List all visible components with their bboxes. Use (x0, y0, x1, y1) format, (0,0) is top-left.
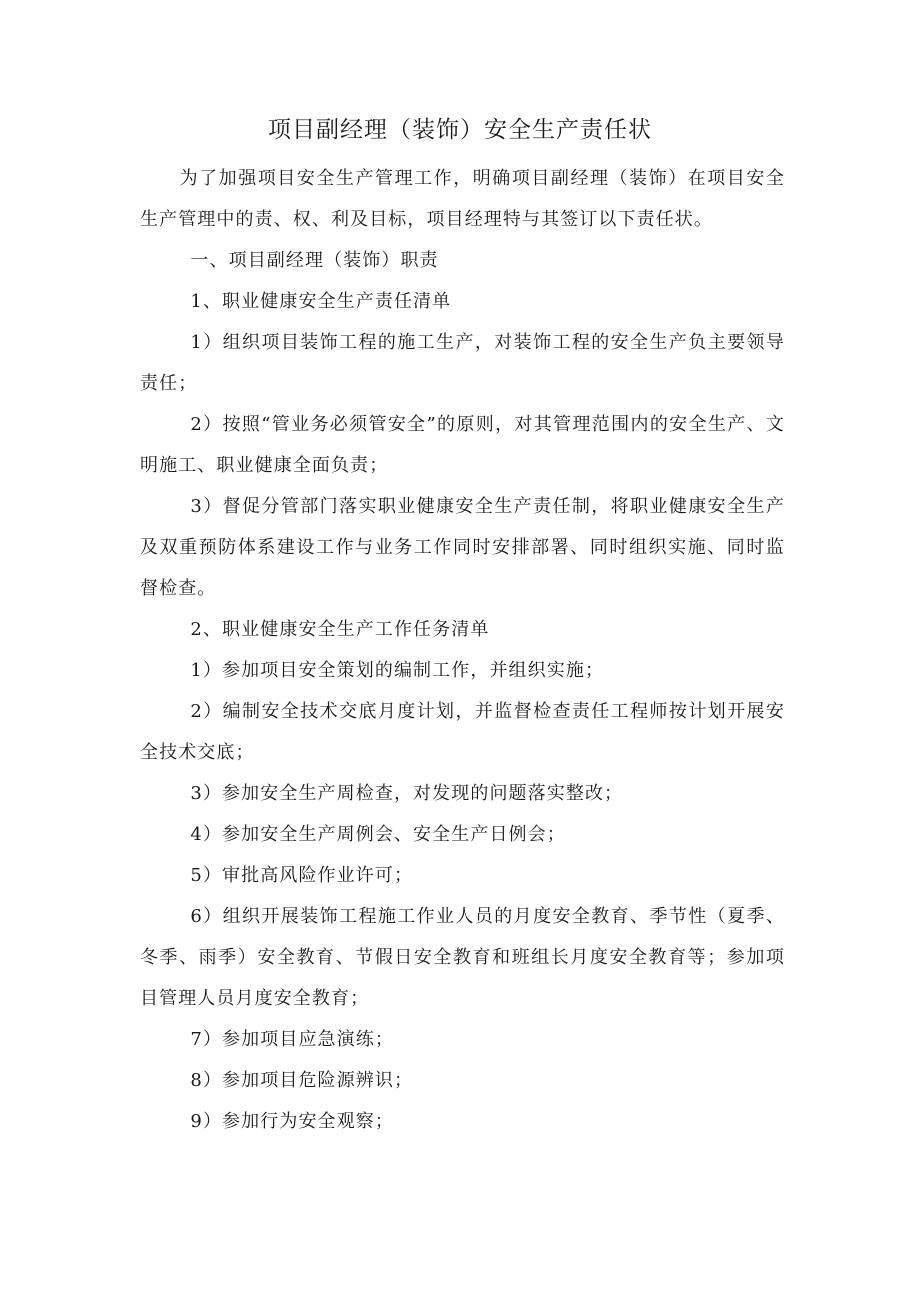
section-heading: 一、项目副经理（装饰）职责 (190, 250, 439, 271)
intro-paragraph: 为了加强项目安全生产管理工作，明确项目副经理（装饰）在项目安全生产管理中的责、权、利及目标，项目经理特与其签订以下责任状。 (140, 168, 785, 230)
list2-item: 4）参加安全生产周例会、安全生产日例会； (190, 824, 566, 845)
list2-item: 7）参加项目应急演练； (190, 1029, 394, 1050)
list2-item: 6）组织开展装饰工程施工作业人员的月度安全教育、季节性（夏季、冬季、雨季）安全教育、节假日安全教育和班组长月度安全教育等；参加项目管理人员月度安全教育； (140, 906, 785, 1009)
list2-item: 9）参加行为安全观察； (190, 1111, 394, 1132)
list-heading-2: 2、职业健康安全生产工作任务清单 (190, 619, 490, 640)
list2-item: 2）编制安全技术交底月度计划，并监督检查责任工程师按计划开展安全技术交底； (140, 701, 785, 763)
list1-item: 1）组织项目装饰工程的施工生产，对装饰工程的安全生产负主要领导责任； (140, 332, 785, 394)
list-heading-1: 1、职业健康安全生产责任清单 (190, 291, 452, 312)
list2-item: 3）参加安全生产周检查，对发现的问题落实整改； (190, 783, 624, 804)
list2-item: 1）参加项目安全策划的编制工作，并组织实施； (190, 660, 605, 681)
list1-item: 2）按照“管业务必须管安全”的原则，对其管理范围内的安全生产、文明施工、职业健康全面负责； (140, 414, 785, 476)
list1-item: 3）督促分管部门落实职业健康安全生产责任制，将职业健康安全生产及双重预防体系建设工作与业务工作同时安排部署、同时组织实施、同时监督检查。 (140, 496, 785, 599)
list2-item: 5）审批高风险作业许可； (190, 865, 414, 886)
list2-item: 8）参加项目危险源辨识； (190, 1070, 414, 1091)
document-title: 项目副经理（装饰）安全生产责任状 (268, 117, 652, 143)
